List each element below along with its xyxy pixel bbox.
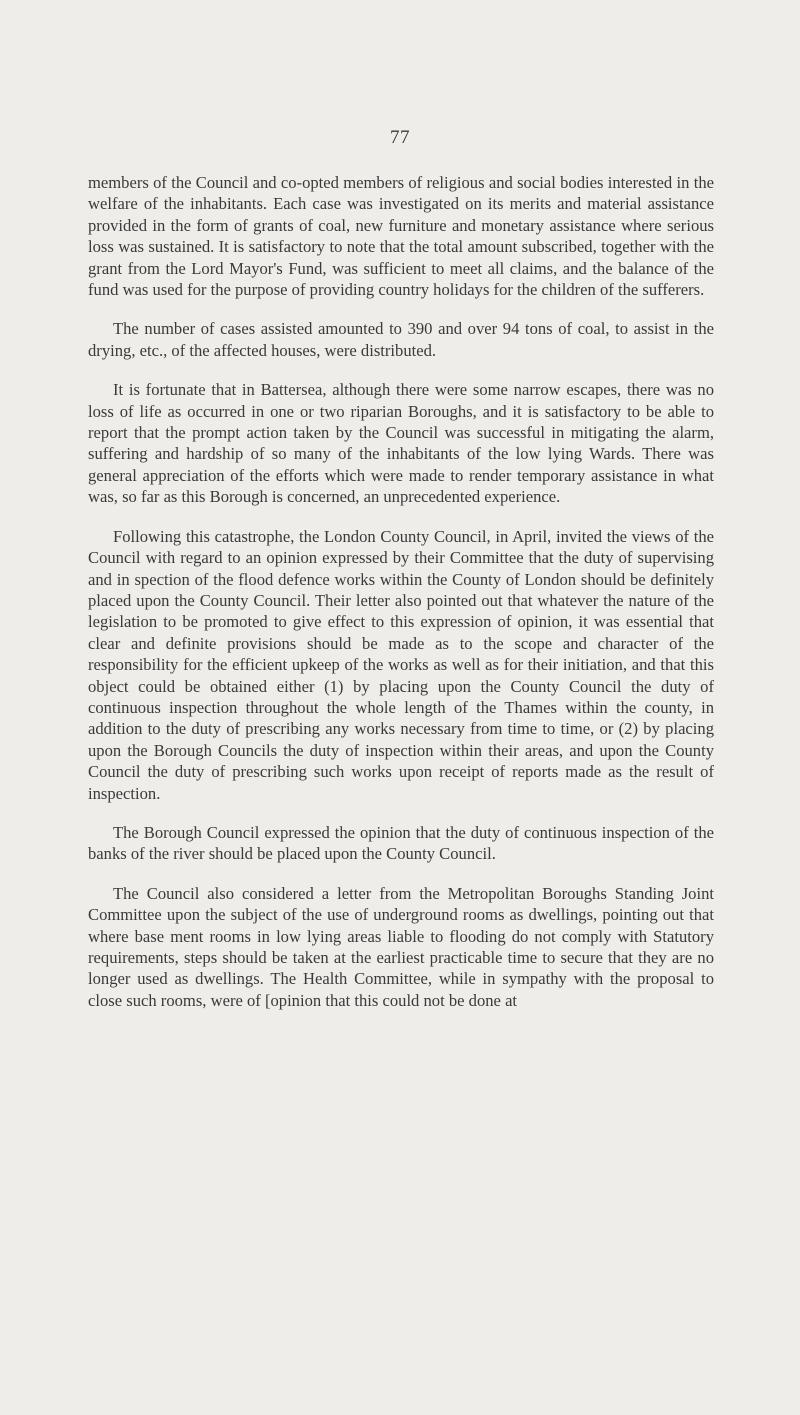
body-text: [88, 172, 714, 1011]
paragraph-underground-rooms: The Council also considered a letter from the Metropolitan Boroughs Standing Joint Committee upon the subject of the use of underground rooms as dwellings, pointing out that where base ment rooms in low lying areas liable to flooding do not comply with Statutory requirements, steps should be taken at the earliest practicable time to secure that they are no longer used as dwellings. The Health Committee, while in sympathy with the proposal to close such rooms, were of [opinion that this could not be done at: [88, 883, 714, 1010]
paragraph-county-council-views: Following this catastrophe, the London County Council, in April, invited the views of the Council with regard to an opinion expressed by their Committee that the duty of supervising and in spection of the flood defence works within the County of London should be definitely placed upon the County Council. Their letter also pointed out that whatever the nature of the legislation to be promoted to give effect to this expression of opinion, it was essential that clear and definite provisions should be made as to the scope and character of the responsibility for the efficient upkeep of the works as well as for their initiation, and that this object could be obtained either (1) by placing upon the County Council the duty of continuous inspection throughout the whole length of the Thames within the county, in addition to the duty of prescribing any works necessary from time to time, or (2) by placing upon the Borough Councils the duty of inspection within their areas, and upon the County Council the duty of prescribing such works upon receipt of reports made as the result of inspection.: [88, 526, 714, 803]
paragraph-relief-committee: members of the Council and co-opted members of religious and social bodies interested in the welfare of the inhabitants. Each case was investigated on its merits and material assistance provided in the form of grants of coal, new furniture and monetary assistance where serious loss was sustained. It is satisfactory to note that the total amount subscribed, together with the grant from the Lord Mayor's Fund, was sufficient to meet all claims, and the balance of the fund was used for the purpose of providing country holidays for the children of the sufferers.: [88, 173, 714, 300]
paragraph-battersea-fortunate: It is fortunate that in Battersea, although there were some narrow escapes, there was no loss of life as occurred in one or two riparian Boroughs, and it is satisfactory to be able to report that the prompt action taken by the Council was successful in mitigating the alarm, suffering and hardship of so many of the inhabitants of the low lying Wards. There was general appreciation of the efforts which were made to render temporary assistance in what was, so far as this Borough is concerned, an unprecedented experience.: [88, 380, 714, 507]
paragraph-borough-opinion: The Borough Council expressed the opinion that the duty of continuous inspection of the banks of the river should be placed upon the County Council.: [88, 822, 714, 864]
page-number: 77: [390, 127, 410, 148]
paragraph-cases-assisted: The number of cases assisted amounted to 390 and over 94 tons of coal, to assist in the drying, etc., of the affected houses, were distributed.: [88, 319, 714, 360]
